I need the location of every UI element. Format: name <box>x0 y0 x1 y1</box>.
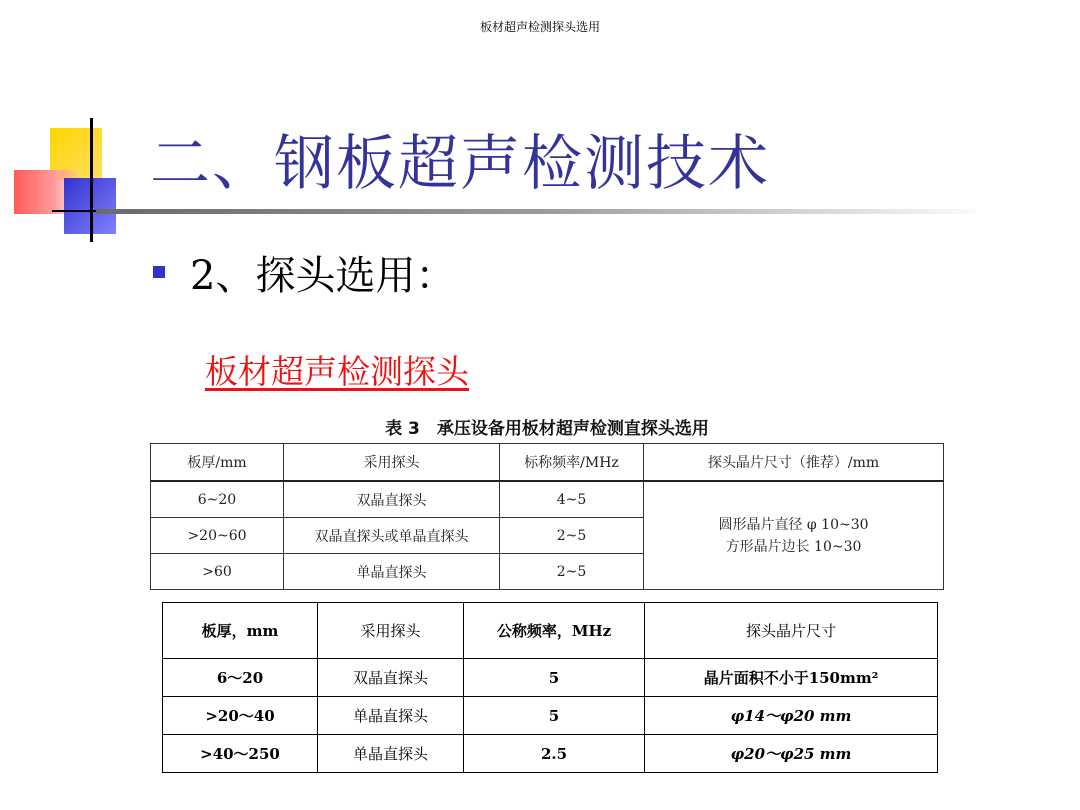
table-cell: 双晶直探头或单晶直探头 <box>284 518 500 554</box>
table-row <box>163 735 938 773</box>
table-header-cell: 标称频率/MHz <box>500 444 644 482</box>
red-section-heading: 板材超声检测探头 <box>205 352 469 391</box>
table-cell: φ14～φ20 mm <box>645 697 938 735</box>
table-cell: 单晶直探头 <box>284 554 500 590</box>
table-cell: >20～40 <box>163 697 318 735</box>
table-cell: 2~5 <box>500 518 644 554</box>
table-cell: 单晶直探头 <box>318 697 464 735</box>
table-header-cell: 探头晶片尺寸（推荐）/mm <box>644 444 944 482</box>
table-cell: φ20～φ25 mm <box>645 735 938 773</box>
table-row <box>151 481 944 518</box>
table-cell: 2~5 <box>500 554 644 590</box>
table1-caption: 表 3 承压设备用板材超声检测直探头选用 <box>385 419 709 439</box>
table-cell: 晶片面积不小于150mm² <box>645 659 938 697</box>
table-header-cell: 探头晶片尺寸 <box>645 603 938 659</box>
table-cell: >60 <box>151 554 284 590</box>
table-header-row <box>163 603 938 659</box>
table-header-cell: 板厚/mm <box>151 444 284 482</box>
table-cell: 4~5 <box>500 481 644 518</box>
table-cell: 5 <box>464 659 645 697</box>
merged-size-line: 方形晶片边长 10~30 <box>725 538 862 555</box>
table-row <box>163 659 938 697</box>
probe-selection-table-standard <box>150 443 944 590</box>
table-header-cell: 公称频率，MHz <box>464 603 645 659</box>
merged-size-line: 圆形晶片直径 φ 10~30 <box>718 516 869 533</box>
table-cell: >40～250 <box>163 735 318 773</box>
table-header-row <box>151 444 944 482</box>
table-header-cell: 板厚，mm <box>163 603 318 659</box>
probe-selection-table-alt <box>162 602 938 773</box>
slide-subtitle: 2、探头选用： <box>190 253 456 299</box>
bullet-square-icon <box>153 266 165 278</box>
vertical-line-decoration <box>90 118 93 242</box>
table-cell: >20~60 <box>151 518 284 554</box>
table-cell: 单晶直探头 <box>318 735 464 773</box>
table-row <box>163 697 938 735</box>
table-cell: 2.5 <box>464 735 645 773</box>
table-cell: 5 <box>464 697 645 735</box>
title-underline-rule <box>96 209 976 214</box>
table-cell: 6～20 <box>163 659 318 697</box>
page-header-text: 板材超声检测探头选用 <box>479 20 600 34</box>
slide-title: 二、钢板超声检测技术 <box>150 129 770 199</box>
table-header-cell: 采用探头 <box>284 444 500 482</box>
table-cell: 6~20 <box>151 481 284 518</box>
table-cell: 双晶直探头 <box>318 659 464 697</box>
table-header-cell: 采用探头 <box>318 603 464 659</box>
table-cell-merged-size <box>644 481 944 590</box>
table-cell: 双晶直探头 <box>284 481 500 518</box>
